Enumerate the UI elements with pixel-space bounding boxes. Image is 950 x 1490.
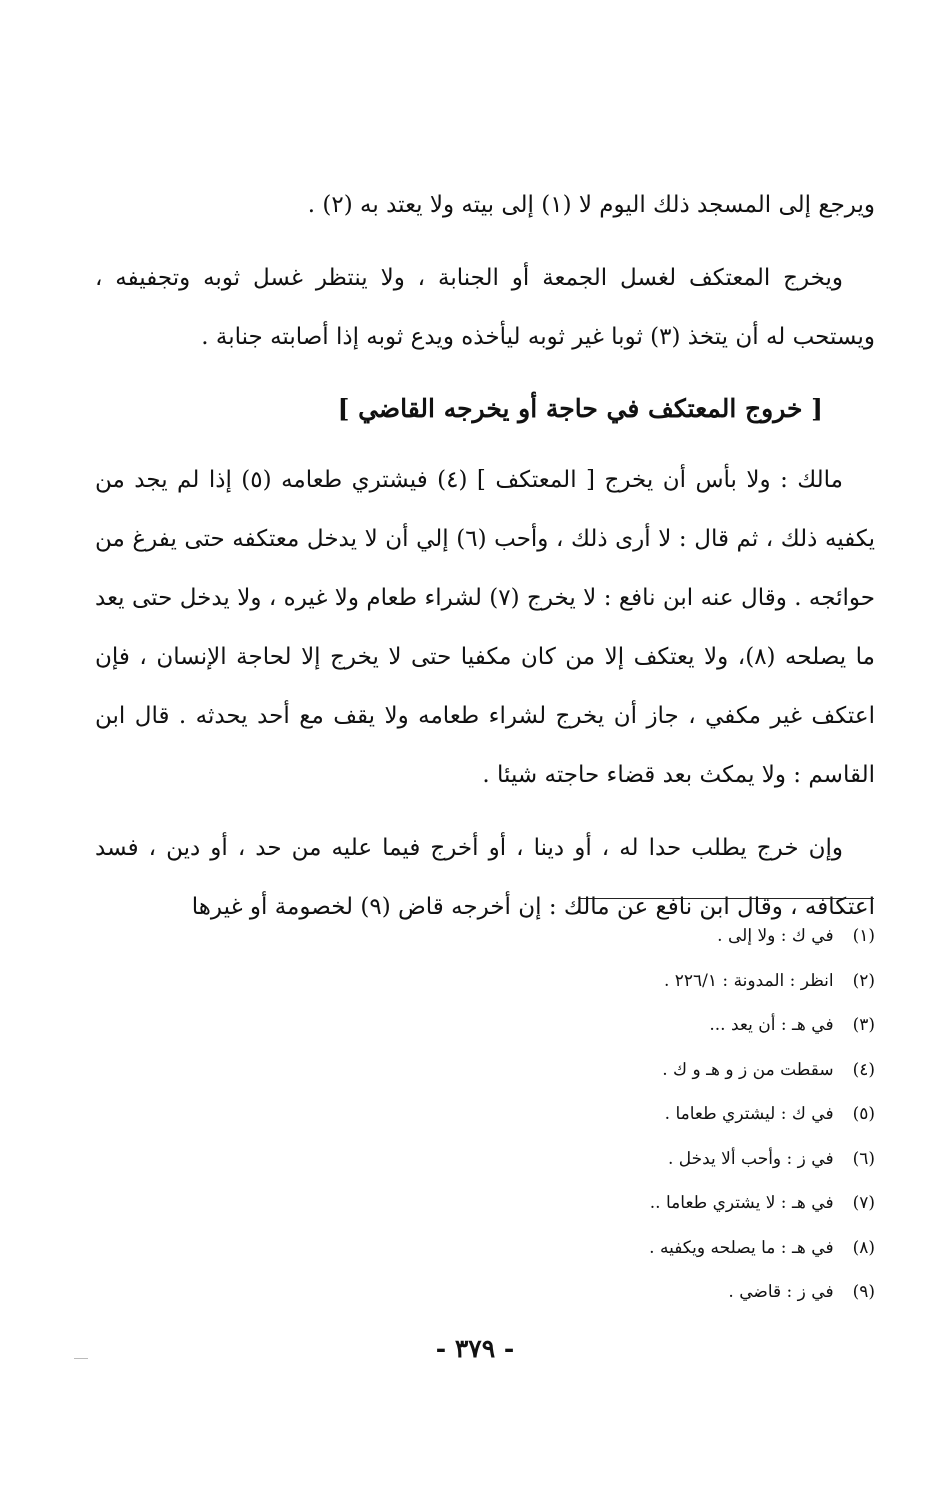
page-number: - ٣٧٩ -: [435, 1334, 515, 1363]
footnote-5: [375, 1092, 875, 1137]
footnote-2: [375, 959, 875, 1004]
footnote-text: انظر : المدونة : ٢٢٦/١ .: [663, 970, 834, 991]
section-heading: [ خروج المعتكف في حاجة أو يخرجه القاضي ]: [337, 394, 823, 423]
footnote-number: (٧): [852, 1193, 875, 1213]
footnote-8: [375, 1226, 875, 1271]
footnote-4: [375, 1048, 875, 1093]
footnote-text: في ز : قاضي .: [728, 1282, 834, 1302]
footnote-text: في هـ : أن يعد ...: [709, 1015, 834, 1035]
footnote-number: (٩): [852, 1282, 875, 1302]
scan-mark: [74, 1358, 88, 1359]
main-text: [95, 176, 875, 951]
footnote-text: في هـ : ما يصلحه ويكفيه .: [649, 1237, 834, 1258]
footnote-6: [375, 1137, 875, 1182]
footnote-text: في ز : وأحب ألا يدخل .: [667, 1148, 834, 1169]
footnote-text: سقطت من ز و هـ و ك .: [662, 1059, 834, 1080]
footnote-number: (٤): [852, 1059, 875, 1080]
paragraph-3: مالك : ولا بأس أن يخرج [ المعتكف ] (٤) فيشتري طعامه (٥) إذا لم يجد من يكفيه ذلك ، ثم قال : لا أرى ذلك ، وأحب (٦) إلي أن لا يدخل معتكفه حتى يفرغ من حوائجه . وقال عنه ابن نافع : لا يخرج (٧) لشراء طعام ولا غيره ، ولا يدخل حتى يعد ما يصلحه (٨)، ولا يعتكف إلا من كان مكفيا حتى لا يخرج إلا لحاجة الإنسان ، فإن اعتكف غير مكفي ، جاز أن يخرج لشراء طعامه ولا يقف مع أحد يحدثه . قال ابن القاسم : ولا يمكث بعد قضاء حاجته شيئا .: [95, 467, 875, 788]
footnote-number: (٥): [852, 1104, 875, 1124]
footnote-7: [375, 1181, 875, 1226]
footnote-3: [375, 1003, 875, 1048]
footnote-text: في هـ : لا يشتري طعاما ..: [649, 1193, 834, 1213]
footnote-1: [375, 914, 875, 959]
footnotes: [375, 914, 875, 1315]
paragraph-1: ويرجع إلى المسجد ذلك اليوم لا (١) إلى بيته ولا يعتد به (٢) .: [307, 192, 875, 218]
footnote-number: (١): [852, 926, 875, 946]
footnote-number: (٢): [852, 970, 875, 991]
footnote-divider: [578, 898, 874, 899]
footnote-9: [375, 1270, 875, 1315]
footnote-number: (٦): [852, 1148, 875, 1169]
paragraph-2: ويخرج المعتكف لغسل الجمعة أو الجنابة ، ولا ينتظر غسل ثوبه وتجفيفه ، ويستحب له أن يتخذ (٣) ثوبا غير ثوبه ليأخذه ويدع ثوبه إذا أصابته جنابة .: [95, 265, 875, 350]
paragraph-4: وإن خرج يطلب حدا له ، أو دينا ، أو أخرج فيما عليه من حد ، أو دين ، فسد اعتكافه ، وقال ابن نافع عن مالك : إن أخرجه قاض (٩) لخصومة أو غيرها: [95, 835, 875, 920]
footnote-text: في ك : ولا إلى .: [717, 926, 834, 946]
footnote-number: (٣): [852, 1015, 875, 1035]
footnote-number: (٨): [852, 1237, 875, 1258]
footnote-text: في ك : ليشتري طعاما .: [664, 1104, 834, 1124]
